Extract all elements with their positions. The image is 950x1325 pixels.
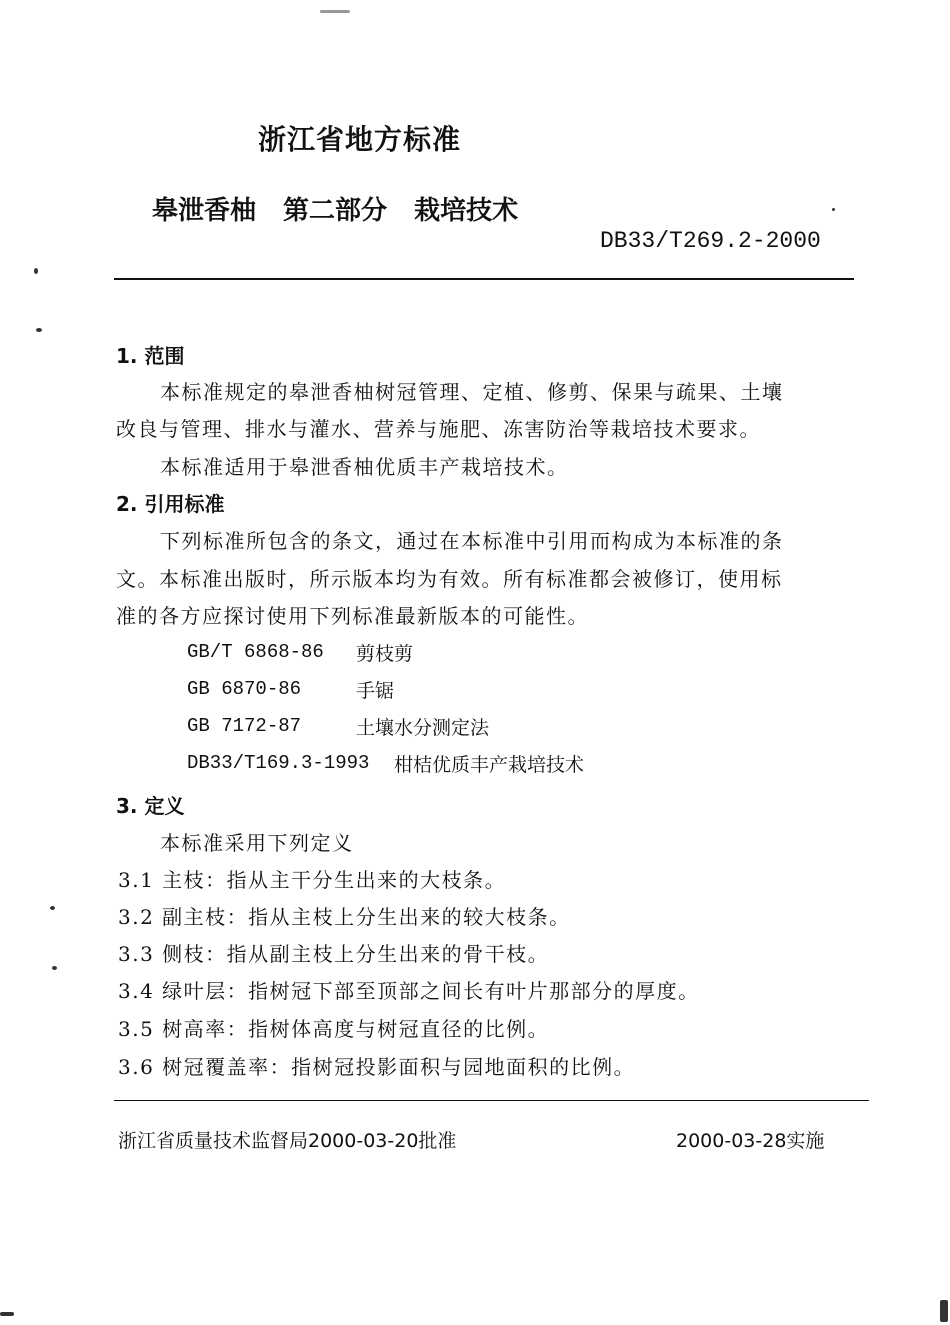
section-heading-scope: 1. 范围 (116, 344, 185, 368)
scan-speck (34, 268, 38, 274)
standard-number: DB33/T269.2-2000 (600, 228, 821, 254)
reference-code: GB/T 6868-86 (187, 641, 324, 663)
scan-speck (940, 1300, 948, 1322)
reference-name: 剪枝剪 (356, 643, 414, 665)
references-line-3: 准的各方应探讨使用下列标准最新版本的可能性。 (116, 604, 589, 628)
doc-title: 皋泄香柚 第二部分 栽培技术 (152, 196, 519, 226)
scan-speck (52, 966, 57, 970)
org-title: 浙江省地方标准 (258, 123, 462, 156)
scan-speck (0, 1312, 14, 1316)
reference-code: GB 6870-86 (187, 678, 302, 700)
top-divider (114, 278, 854, 280)
scan-speck (320, 10, 350, 13)
reference-name: 柑桔优质丰产栽培技术 (394, 754, 585, 776)
scope-line-2: 改良与管理、排水与灌水、营养与施肥、冻害防治等栽培技术要求。 (116, 417, 761, 441)
reference-name: 土壤水分测定法 (356, 717, 490, 739)
approval-line: 浙江省质量技术监督局2000-03-20批准 (118, 1130, 457, 1152)
definition-item: 3.4 绿叶层：指树冠下部至顶部之间长有叶片那部分的厚度。 (118, 979, 700, 1003)
definitions-intro: 本标准采用下列定义 (160, 831, 354, 855)
section-heading-references: 2. 引用标准 (116, 492, 225, 516)
scan-speck (50, 906, 55, 910)
scope-line-3: 本标准适用于皋泄香柚优质丰产栽培技术。 (160, 455, 569, 479)
reference-code: GB 7172-87 (187, 715, 302, 737)
definition-item: 3.3 侧枝：指从副主枝上分生出来的骨干枝。 (118, 942, 550, 966)
implementation-date: 2000-03-28实施 (676, 1130, 825, 1152)
definition-item: 3.2 副主枝：指从主枝上分生出来的较大枝条。 (118, 905, 571, 929)
section-heading-definitions: 3. 定义 (116, 794, 185, 818)
references-line-1: 下列标准所包含的条文，通过在本标准中引用而构成为本标准的条 (160, 529, 784, 553)
scan-speck (36, 328, 42, 332)
definition-item: 3.1 主枝：指从主干分生出来的大枝条。 (118, 868, 507, 892)
scan-speck (832, 208, 835, 211)
reference-name: 手锯 (356, 680, 395, 702)
references-line-2: 文。本标准出版时，所示版本均为有效。所有标准都会被修订，使用标 (116, 567, 783, 591)
scope-line-1: 本标准规定的皋泄香柚树冠管理、定植、修剪、保果与疏果、土壤 (160, 380, 784, 404)
reference-code: DB33/T169.3-1993 (187, 752, 370, 774)
definition-item: 3.5 树高率：指树体高度与树冠直径的比例。 (118, 1017, 550, 1041)
definition-item: 3.6 树冠覆盖率：指树冠投影面积与园地面积的比例。 (118, 1055, 636, 1079)
bottom-divider (114, 1100, 869, 1101)
